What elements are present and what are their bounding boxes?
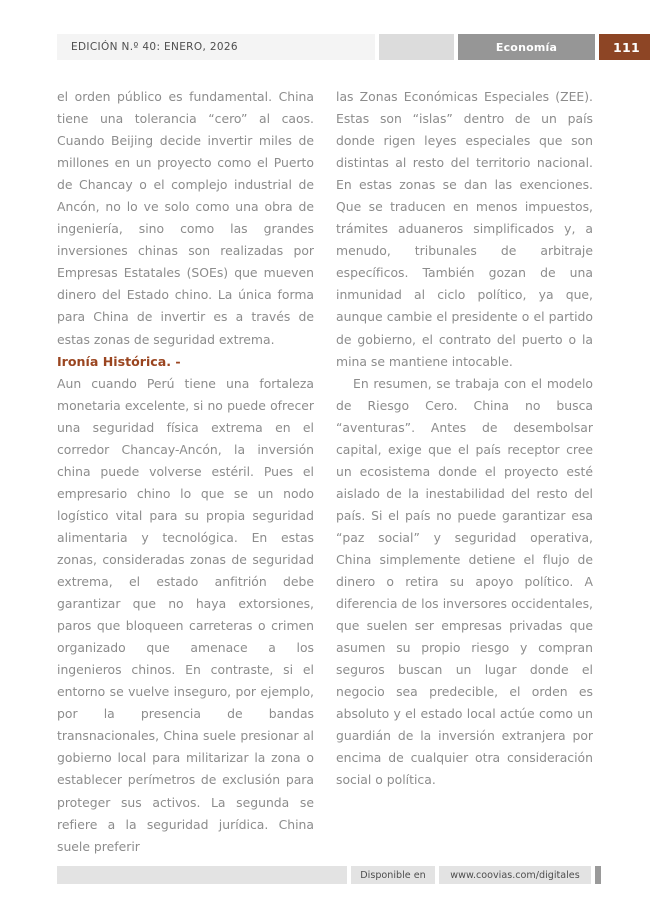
left-paragraph-2: Aun cuando Perú tiene una fortaleza monetaria excelente, si no puede ofrecer una seguridad física extrema en el corredor Chancay-Ancón, la inversión china puede volverse estéril. Pues el empresario chino lo que se un nodo logístico vital para su propia seguridad alimentaria y tecnológica. En estas zonas, consideradas zonas de seguridad extrema, el estado anfitrión debe garantizar que no haya extorsiones, paros que bloqueen carreteras o crimen organizado que amenace a los ingenieros chinos. En contraste, si el entorno se vuelve inseguro, por ejemplo, por la presencia de bandas transnacionales, China suele presionar al gobierno local para militarizar la zona o establecer perímetros de exclusión para proteger sus activos. La segunda se refiere a la seguridad jurídica. China suele preferir [57, 375, 314, 854]
left-column [57, 86, 314, 854]
footer-availability-label: Disponible en [360, 869, 426, 881]
section-band [458, 34, 595, 60]
left-paragraph-1: el orden público es fundamental. China tiene una tolerancia “cero” al caos. Cuando Beijing decide invertir miles de millones en un proyecto como el Puerto de Chancay o el complejo industrial de Ancón, no lo ve solo como una obra de ingeniería, sino como las grandes inversiones chinas son realizadas por Empresas Estatales (SOEs) que mueven dinero del Estado chino. La única forma para China de invertir es a través de estas zonas de seguridad extrema. [57, 89, 314, 347]
edition-band [57, 34, 375, 60]
footer-left-margin [0, 866, 57, 884]
header-left-margin [0, 34, 57, 60]
footer-availability-band [351, 866, 435, 884]
page-header [0, 34, 650, 60]
footer-url-link[interactable]: www.coovias.com/digitales [450, 869, 580, 881]
header-accent-block [379, 34, 454, 60]
right-paragraph-2: En resumen, se trabaja con el modelo de Riesgo Cero. China no busca “aventuras”. Antes de desembolsar capital, exige que el país receptor cree un ecosistema donde el proyecto esté aislado de la inestabilidad del resto del país. Si el país no puede garantizar esa “paz social” y seguridad operativa, China simplemente detiene el flujo de dinero o retira su apoyo político. A diferencia de los inversores occidentales, que suelen ser empresas privadas que asumen su propio riesgo y compran seguros buscan un lugar donde el negocio sea predecible, el orden es absoluto y el estado local actúe como un guardián de la inversión extranjera por encima de cualquier otra consideración social o política. [336, 375, 593, 788]
page-number: 111 [613, 39, 640, 55]
article-columns [57, 86, 593, 854]
edition-label: EDICIÓN N.º 40: ENERO, 2026 [71, 41, 238, 53]
folio-band [599, 34, 650, 60]
right-paragraph-1: las Zonas Económicas Especiales (ZEE). Estas son “islas” dentro de un país donde rigen leyes especiales que son distintas al resto del territorio nacional. En estas zonas se dan las exenciones. Que se traducen en menos impuestos, trámites aduaneros simplificados y, a menudo, tribunales de arbitraje específicos. También gozan de una inmunidad al ciclo político, ya que, aunque cambie el presidente o el partido de gobierno, el contrato del puerto o la mina se mantiene intocable. [336, 89, 593, 369]
section-subheading: Ironía Histórica. - [57, 353, 181, 369]
footer-right-margin [601, 866, 650, 884]
page-footer [0, 866, 650, 884]
footer-url-band[interactable] [439, 866, 591, 884]
footer-rule [57, 866, 347, 884]
section-label: Economía [495, 40, 558, 54]
right-column [336, 86, 593, 846]
